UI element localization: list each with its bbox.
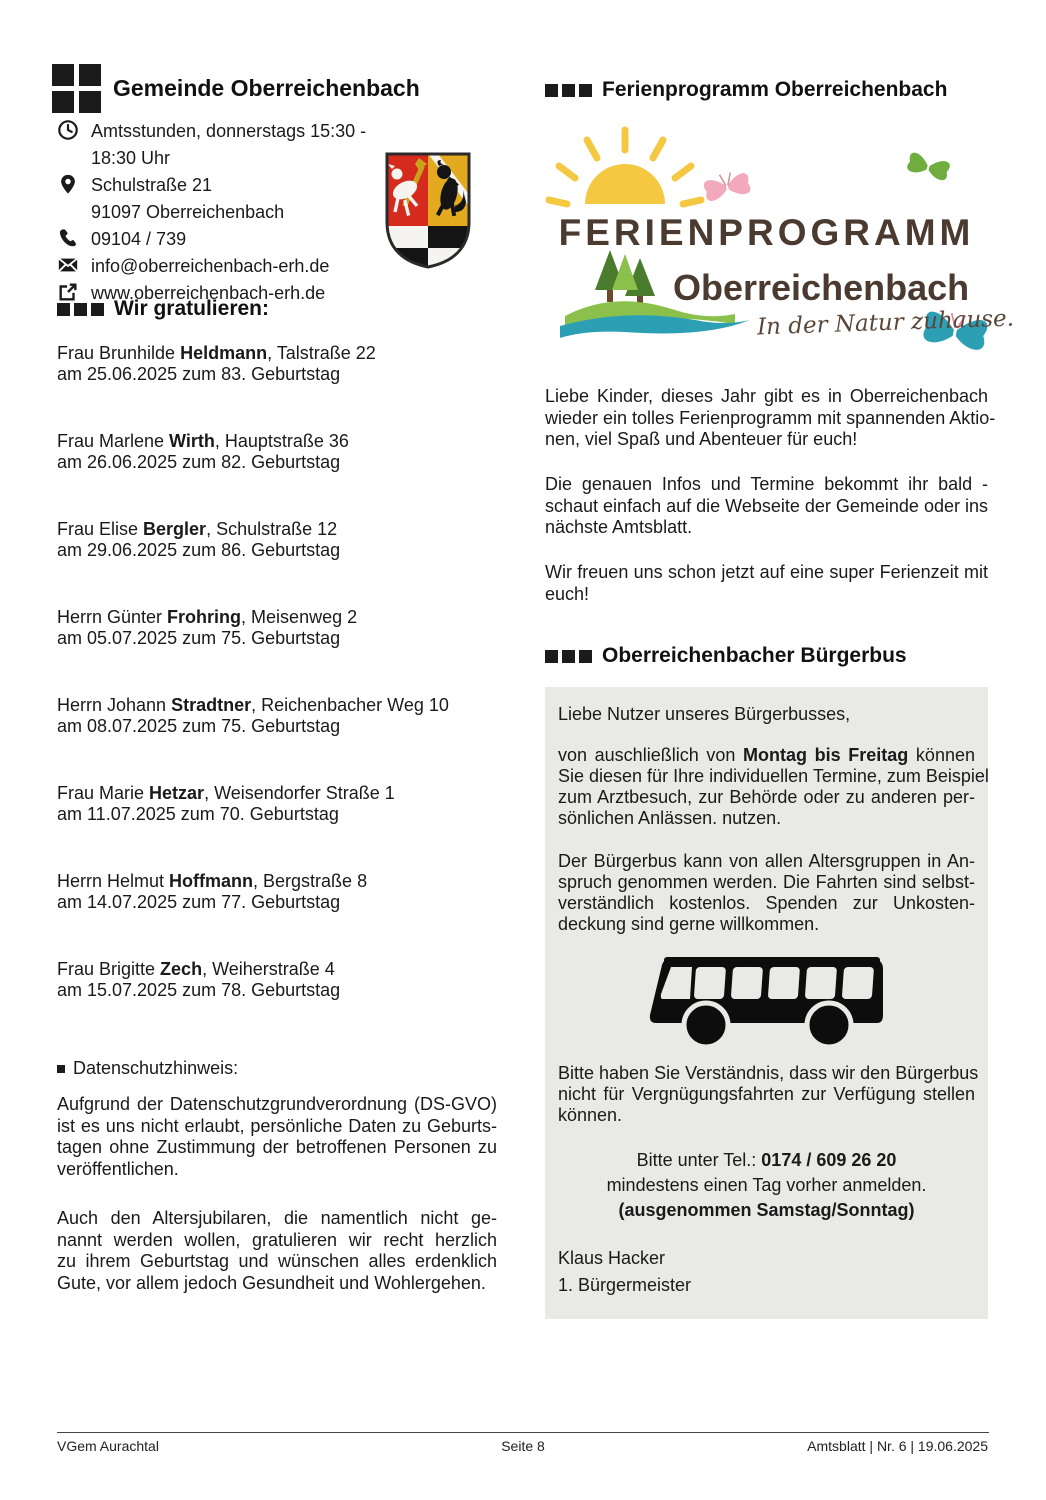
bus-paragraph-2: Der Bürgerbus kann von allen Altersgruppen in An- spruch genommen werden. Die Fahrten sind selbst- verständlich kostenlos. Spenden zur Unkosten- deckung sind gerne willkommen. <box>558 851 975 934</box>
section-title: Oberreichenbacher Bürgerbus <box>602 644 907 667</box>
website-url: www.oberreichenbach-erh.de <box>91 283 326 303</box>
phone-number: 09104 / 739 <box>91 229 187 249</box>
pink-butterfly-icon <box>702 169 751 202</box>
signature-block <box>558 1245 975 1299</box>
bus-phone-block: Bitte unter Tel.: 0174 / 609 26 20 mindestens einen Tag vorher anmelden. (ausgenommen Samstag/Sonntag) <box>606 1150 927 1220</box>
ferienprogramm-logo <box>545 112 1015 367</box>
birthday-entry: Herrn Günter Frohring, Meisenweg 2 am 05.07.2025 zum 75. Geburtstag <box>57 607 358 648</box>
section-header-buergerbus <box>545 644 907 668</box>
municipality-header <box>52 64 420 113</box>
ferien-paragraph-2: Die genauen Infos und Termine bekommt ihr bald - schaut einfach auf die Webseite der Gemeinde oder ins nächste Amtsblatt. <box>545 474 988 537</box>
section-squares-icon <box>545 650 592 663</box>
phone-row <box>57 226 387 253</box>
logo-tagline: In der Natur zuhause. <box>756 305 1015 341</box>
bus-icon <box>644 953 889 1049</box>
section-title: Ferienprogramm Oberreichenbach <box>602 78 948 101</box>
contact-block <box>57 118 387 307</box>
signature-role: 1. Bürgermeister <box>558 1275 692 1295</box>
birthday-entry: Herrn Helmut Hoffmann, Bergstraße 8 am 14.07.2025 zum 77. Geburtstag <box>57 871 368 912</box>
ferien-paragraph-3: Wir freuen uns schon jetzt auf eine super Ferienzeit mit euch! <box>545 562 988 604</box>
email-row <box>57 253 387 280</box>
bus-paragraph-3: Bitte haben Sie Verständnis, dass wir den Bürgerbus nicht für Vergnügungsfahrten zur Verfügung stellen können. <box>558 1063 979 1125</box>
birthday-entry: Frau Marie Hetzar, Weisendorfer Straße 1 am 11.07.2025 zum 70. Geburtstag <box>57 783 395 824</box>
logo-town-name: Oberreichenbach <box>673 267 970 308</box>
datenschutz-paragraph-1: Aufgrund der Datenschutzgrundverordnung (DS-GVO) ist es uns nicht erlaubt, persönliche Daten zu Geburts- tagen ohne Zustimmung der betroffenen Personen zu veröffentlichen. <box>57 1094 497 1179</box>
birthday-entry: Frau Brigitte Zech, Weiherstraße 4 am 15.07.2025 zum 78. Geburtstag <box>57 959 341 1000</box>
footer-left: VGem Aurachtal <box>57 1438 159 1454</box>
birthday-entry: Frau Brunhilde Heldmann, Talstraße 22 am 25.06.2025 zum 83. Geburtstag <box>57 343 376 384</box>
section-header-gratulieren <box>57 297 269 321</box>
signature-name: Klaus Hacker <box>558 1248 666 1268</box>
section-squares-icon <box>57 303 104 316</box>
footer-page-number: Seite 8 <box>501 1438 545 1454</box>
birthday-entry: Frau Elise Bergler, Schulstraße 12 am 29.06.2025 zum 86. Geburtstag <box>57 519 341 560</box>
street: Schulstraße 21 <box>91 175 213 195</box>
bus-phone-number: 0174 / 609 26 20 <box>761 1150 897 1170</box>
municipality-title: Gemeinde Oberreichenbach <box>113 75 420 101</box>
section-squares-icon <box>545 84 592 97</box>
office-hours: Amtsstunden, donnerstags 15:30 - 18:30 Uhr <box>91 121 367 168</box>
bullet-square-icon <box>57 1065 65 1073</box>
location-pin-icon <box>57 173 79 195</box>
city: 91097 Oberreichenbach <box>91 202 285 222</box>
logo-wordmark: FERIENPROGRAMM <box>558 212 975 253</box>
buergerbus-infobox <box>545 687 988 1319</box>
footer-right: Amtsblatt | Nr. 6 | 19.06.2025 <box>807 1438 988 1454</box>
section-header-ferienprogramm <box>545 78 947 102</box>
phone-icon <box>57 227 79 249</box>
bus-paragraph-1: von auschließlich von Montag bis Freitag können Sie diesen für Ihre individuellen Termine, zum Beispiel zum Arztbesuch, zur Behörde oder zu anderen per- sönlichen Anlässen. nutzen. <box>558 745 989 828</box>
birthday-entry: Frau Marlene Wirth, Hauptstraße 36 am 26.06.2025 zum 82. Geburtstag <box>57 431 349 472</box>
datenschutz-label: Datenschutzhinweis: <box>57 1058 238 1079</box>
office-hours-row <box>57 118 387 172</box>
city-row <box>57 199 387 226</box>
birthday-entry: Herrn Johann Stradtner, Reichenbacher Weg 10 am 08.07.2025 zum 75. Geburtstag <box>57 695 449 736</box>
datenschutz-paragraph-2: Auch den Altersjubilaren, die namentlich nicht ge- nannt werden wollen, gratulieren wir recht herzlich zu ihrem Geburtstag und wünschen alles erdenklich Gute, vor allem jedoch Gesundheit und Wohlergehen. <box>57 1208 497 1293</box>
bus-greeting: Liebe Nutzer unseres Bürgerbusses, <box>558 704 851 724</box>
birthday-list <box>57 343 497 1047</box>
clock-icon <box>57 119 79 141</box>
section-title: Wir gratulieren: <box>114 297 269 320</box>
address-row <box>57 172 387 199</box>
email-address: info@oberreichenbach-erh.de <box>91 256 330 276</box>
coat-of-arms <box>381 150 475 272</box>
footer-divider <box>57 1432 989 1433</box>
municipality-logo-icon <box>52 64 101 113</box>
sun-icon <box>549 130 701 204</box>
green-butterfly-icon <box>906 152 951 182</box>
envelope-icon <box>57 254 79 276</box>
ferien-paragraph-1: Liebe Kinder, dieses Jahr gibt es in Oberreichenbach wieder ein tolles Ferienprogramm mit spannenden Aktio- nen, viel Spaß und Abenteuer für euch! <box>545 386 996 449</box>
